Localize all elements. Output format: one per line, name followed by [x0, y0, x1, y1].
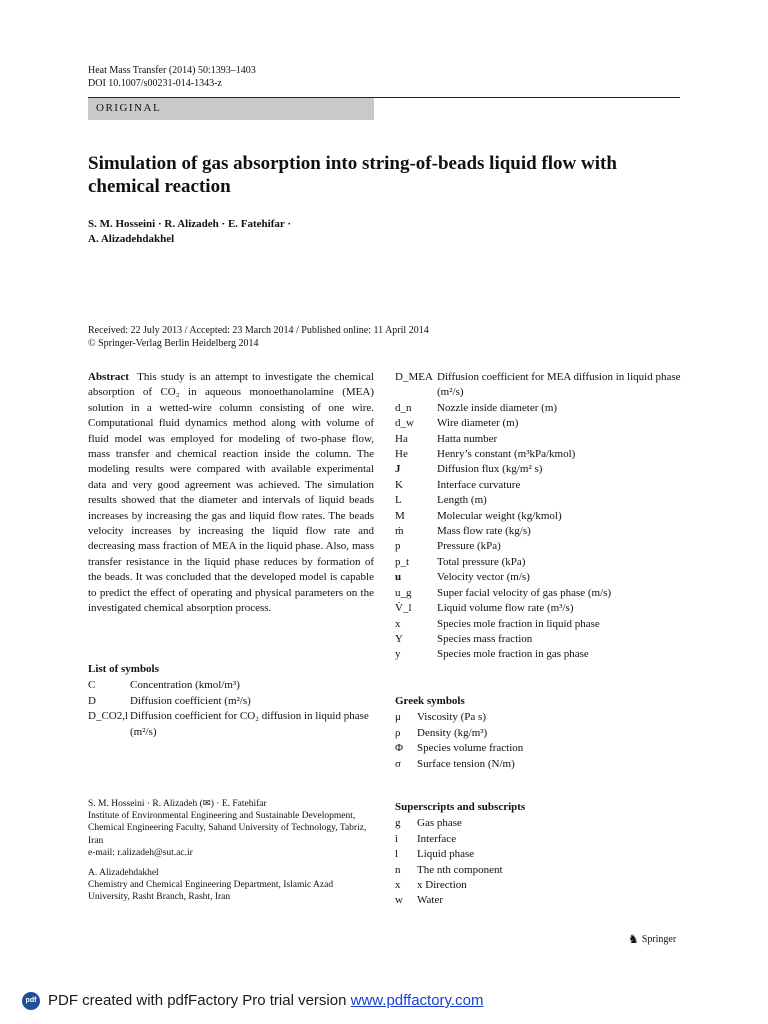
- symbol-row: [395, 710, 685, 725]
- authors-line-1: S. M. Hosseini · R. Alizadeh · E. Fatehifar ·: [88, 218, 292, 230]
- symbol: Y: [395, 632, 403, 645]
- affiliation-1-names: S. M. Hosseini · R. Alizadeh (✉) · E. Fatehifar: [88, 799, 267, 809]
- affiliation-2-institution: Chemistry and Chemical Engineering Department, Islamic Azad University, Rasht Branch, Rasht, Iran: [88, 880, 334, 903]
- symbol-row: [395, 509, 685, 524]
- symbol-description: Species mole fraction in gas phase: [437, 648, 589, 661]
- symbol-row: [395, 893, 685, 908]
- symbol-row: [395, 741, 685, 756]
- pdf-footer-banner: [0, 988, 768, 1024]
- pdf-icon: pdf: [22, 992, 40, 1010]
- symbol-description: Surface tension (N/m): [417, 757, 515, 770]
- symbol: p_t: [395, 555, 410, 568]
- superscripts-subscripts-heading: Superscripts and subscripts: [395, 801, 526, 813]
- symbol-row: [88, 678, 374, 693]
- symbol: u: [395, 571, 402, 584]
- symbol: M: [395, 509, 405, 522]
- copyright-line: © Springer-Verlag Berlin Heidelberg 2014: [88, 338, 259, 349]
- symbol: ṁ: [395, 525, 404, 538]
- symbol-description: Diffusion coefficient for MEA diffusion in liquid phase (m²/s): [437, 371, 681, 399]
- symbol: ρ: [395, 726, 401, 739]
- list-of-symbols-heading: List of symbols: [88, 663, 159, 675]
- symbol-description: Concentration (kmol/m³): [130, 679, 240, 692]
- symbol-row: [395, 370, 685, 401]
- corresponding-email: e-mail: r.alizadeh@sut.ac.ir: [88, 847, 193, 858]
- affiliation-1-institution: Institute of Environmental Engineering and Sustainable Development, Chemical Engineering Faculty, Sahand University of Technology, Tabriz, Iran: [88, 811, 367, 846]
- symbol-row: [395, 524, 685, 539]
- symbol-description: Molecular weight (kg/kmol): [437, 509, 562, 522]
- list-of-symbols: [88, 662, 374, 740]
- affiliation-1: [88, 798, 374, 859]
- symbol-description: Diffusion coefficient for CO₂ diffusion in liquid phase (m²/s): [130, 710, 369, 738]
- symbol-row: [395, 617, 685, 632]
- symbol: y: [395, 648, 401, 661]
- symbol-row: [395, 493, 685, 508]
- affiliation-2: [88, 867, 374, 904]
- symbol-description: Length (m): [437, 494, 487, 507]
- footer-message: PDF created with pdfFactory Pro trial version: [48, 992, 351, 1009]
- symbol-description: Mass flow rate (kg/s): [437, 525, 531, 538]
- symbol: u_g: [395, 586, 412, 599]
- symbol: d_w: [395, 417, 414, 430]
- symbol-description: Super facial velocity of gas phase (m/s): [437, 586, 612, 599]
- symbol: n: [395, 863, 401, 876]
- symbol: V̇_l: [395, 602, 412, 615]
- doi-line: DOI 10.1007/s00231-014-1343-z: [88, 78, 222, 89]
- symbol: p: [395, 540, 401, 553]
- symbol: D_MEA: [395, 371, 433, 383]
- symbol-description: Viscosity (Pa s): [417, 711, 487, 724]
- symbol-description: x Direction: [417, 879, 467, 892]
- symbol-description: Nozzle inside diameter (m): [437, 401, 558, 414]
- symbol-row: [395, 832, 685, 847]
- affiliations: [88, 798, 374, 912]
- symbol: x: [395, 879, 401, 892]
- publisher-logo: [628, 932, 676, 947]
- symbol-row: [395, 478, 685, 493]
- symbol-description: The nth component: [417, 863, 503, 876]
- abstract-text: This study is an attempt to investigate the chemical absorption of CO₂ in aqueous monoethanolamine (MEA) solution in a wetted-wire column consisting of one wire. Computational fluid dynamics method along with volume of fluid model was employed for modeling of two-phase flow, mass transfer and chemical reaction inside the column. The modeling results were compared with available experimental data and very good agreement was achieved. The simulation results showed that the diameter and intervals of liquid beads increases by increasing the gas and liquid flow rates. The beads velocity increases by increasing the liquid flow rate and decreasing mass fraction of MEA in the liquid phase. Also, mass transfer resistance in the liquid phase reduces by formation of the beads. It was concluded that the developed model is capable to predict the effect of operating and physical parameters on the investigated chemical absorption process.: [88, 371, 374, 615]
- symbol: D: [88, 694, 96, 707]
- paper-title: Simulation of gas absorption into string-of-beads liquid flow with chemical reaction: [88, 153, 617, 197]
- symbol: d_n: [395, 401, 412, 414]
- symbol: K: [395, 478, 403, 491]
- authors-line-2: A. Alizadehdakhel: [88, 233, 175, 245]
- symbol-row: [395, 863, 685, 878]
- symbol-row: [395, 878, 685, 893]
- symbol-description: Water: [417, 894, 443, 907]
- symbol-row: [395, 586, 685, 601]
- symbol: C: [88, 679, 96, 692]
- abstract-label: Abstract: [88, 371, 129, 383]
- symbol-description: Velocity vector (m/s): [437, 571, 530, 584]
- symbol-description: Diffusion flux (kg/m² s): [437, 463, 543, 476]
- journal-line: Heat Mass Transfer (2014) 50:1393–1403: [88, 65, 256, 76]
- springer-horse-icon: ♞: [628, 932, 639, 946]
- symbol-description: Species mole fraction in liquid phase: [437, 617, 600, 630]
- symbol-description: Liquid volume flow rate (m³/s): [437, 602, 574, 615]
- symbol-description: Henry’s constant (m³kPa/kmol): [437, 448, 576, 461]
- symbol-row: [395, 726, 685, 741]
- symbol-row: [395, 570, 685, 585]
- greek-symbols-heading: Greek symbols: [395, 695, 465, 707]
- symbol-row: [395, 847, 685, 862]
- symbol-row: [395, 401, 685, 416]
- symbol-row: [395, 462, 685, 477]
- symbol-description: Species volume fraction: [417, 742, 524, 755]
- symbol-row: [395, 647, 685, 662]
- symbol-description: Gas phase: [417, 817, 462, 830]
- symbol-description: Hatta number: [437, 432, 498, 445]
- publisher-name: Springer: [641, 934, 677, 945]
- symbol: w: [395, 894, 403, 907]
- symbol: Ha: [395, 432, 408, 445]
- symbol: σ: [395, 757, 401, 770]
- symbol-description: Total pressure (kPa): [437, 555, 526, 568]
- symbols-continued: [395, 370, 685, 663]
- pdffactory-link[interactable]: www.pdffactory.com: [350, 992, 484, 1009]
- symbol-row: [88, 709, 374, 740]
- symbol-row: [395, 632, 685, 647]
- symbol-description: Interface curvature: [437, 478, 521, 491]
- symbol-row: [395, 539, 685, 554]
- symbol: D_CO2,l: [88, 710, 129, 723]
- article-type-label: ORIGINAL: [96, 102, 162, 114]
- symbol: g: [395, 817, 401, 830]
- symbol-description: Interface: [417, 832, 457, 845]
- symbol-row: [395, 757, 685, 772]
- symbol-row: [88, 694, 374, 709]
- symbol-description: Diffusion coefficient (m²/s): [130, 694, 251, 707]
- symbol: He: [395, 448, 408, 461]
- symbol: i: [395, 832, 399, 845]
- symbol-row: [395, 555, 685, 570]
- symbol-description: Wire diameter (m): [437, 417, 519, 430]
- symbol-row: [395, 601, 685, 616]
- affiliation-2-name: A. Alizadehdakhel: [88, 868, 159, 879]
- symbol-row: [395, 416, 685, 431]
- symbol: x: [395, 617, 401, 630]
- abstract: [88, 370, 374, 617]
- symbol: l: [395, 848, 399, 861]
- symbol-description: Species mass fraction: [437, 632, 533, 645]
- symbol-description: Liquid phase: [417, 848, 475, 861]
- symbol: μ: [395, 711, 401, 724]
- symbol-description: Pressure (kPa): [437, 540, 501, 553]
- publication-dates: [88, 324, 688, 350]
- article-type-badge: [88, 98, 374, 120]
- symbol-description: Density (kg/m³): [417, 726, 488, 739]
- symbol-row: [395, 432, 685, 447]
- symbol-row: [395, 447, 685, 462]
- symbol: Φ: [395, 742, 404, 755]
- symbol: J: [395, 463, 401, 476]
- greek-symbols: [395, 694, 685, 772]
- author-list: [88, 217, 388, 247]
- superscripts-subscripts: [395, 800, 685, 909]
- dates-line: Received: 22 July 2013 / Accepted: 23 March 2014 / Published online: 11 April 2014: [88, 325, 429, 336]
- symbol-row: [395, 816, 685, 831]
- journal-info: [88, 64, 256, 90]
- symbol: L: [395, 494, 402, 507]
- footer-text: [48, 992, 483, 1009]
